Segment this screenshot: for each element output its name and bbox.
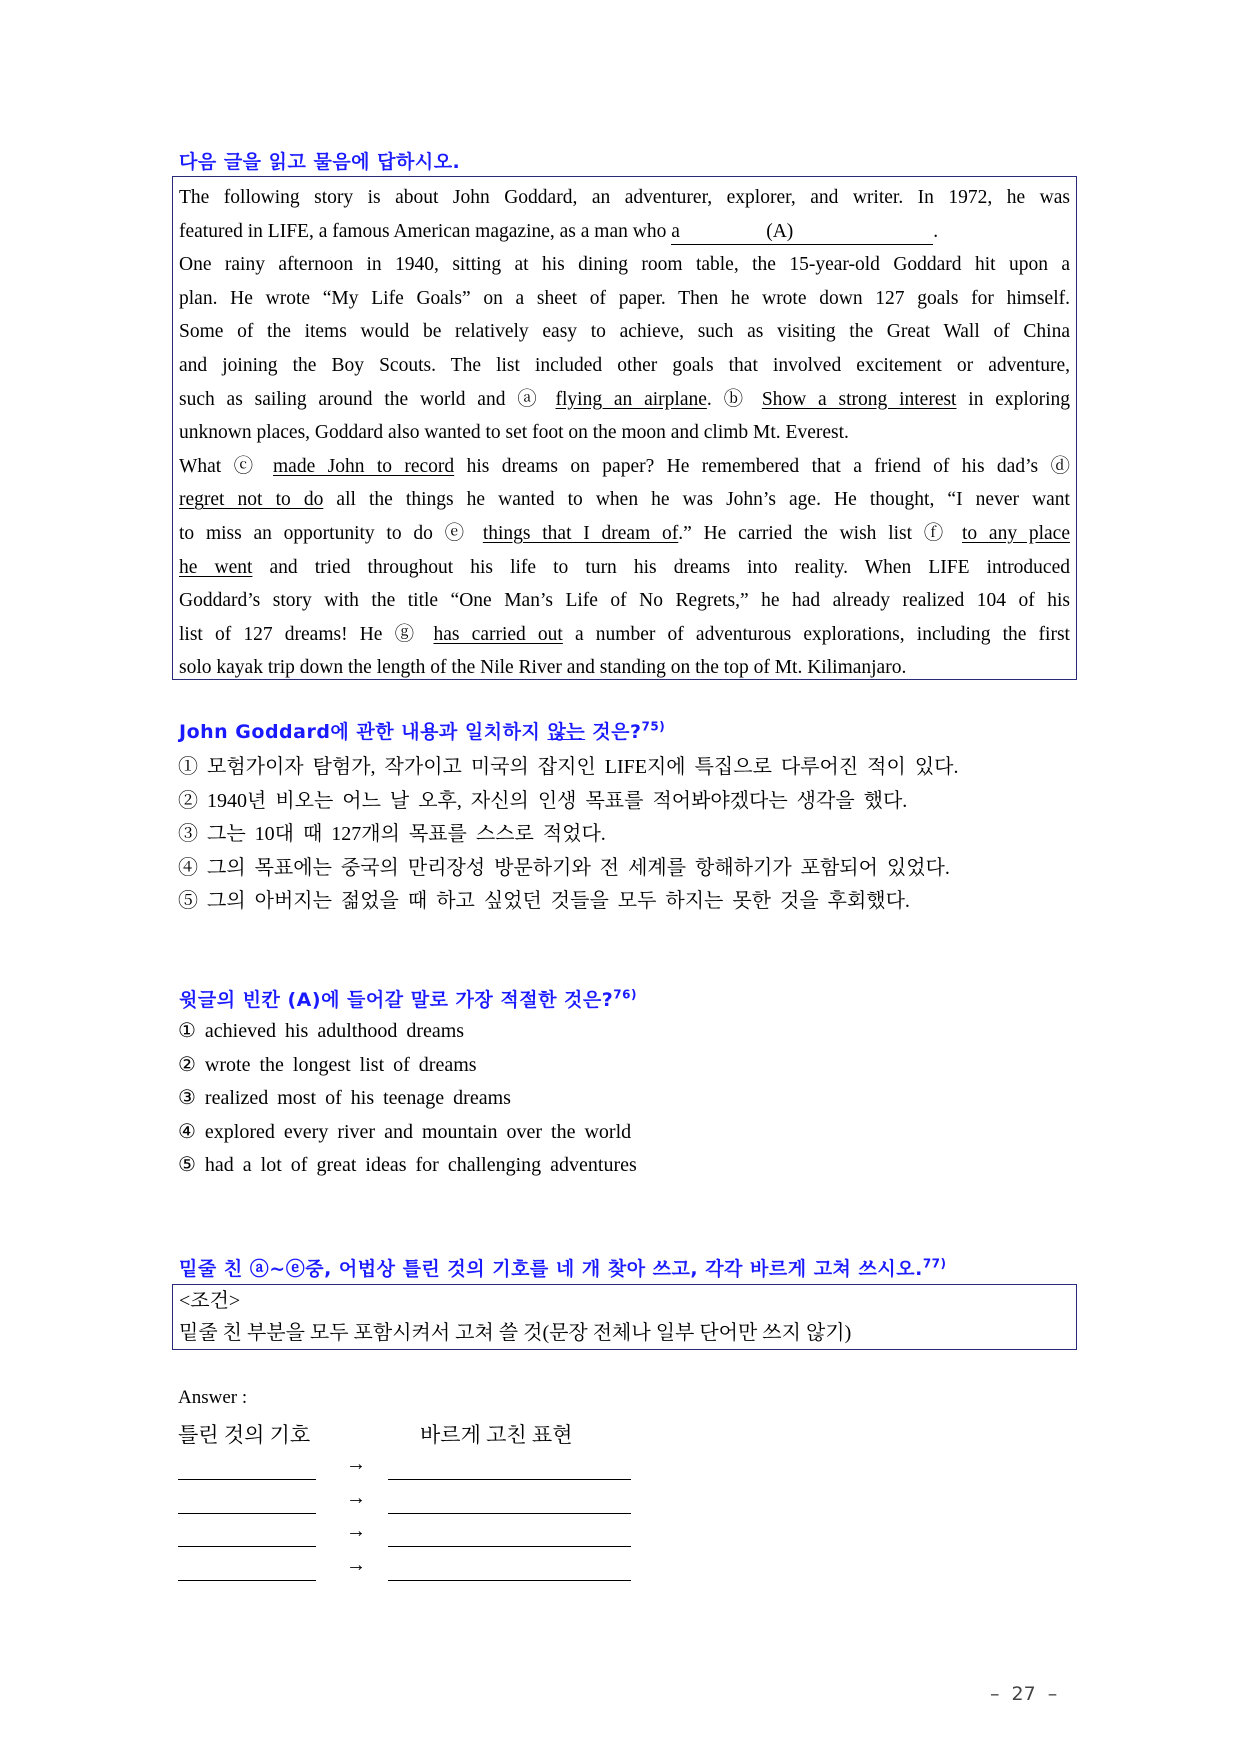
passage-line bbox=[179, 315, 1070, 349]
q77-heading-text: 밑줄 친 ⓐ~ⓔ중, 어법상 틀린 것의 기호를 네 개 찾아 쓰고, 각각 바르게 고쳐 쓰시오. bbox=[179, 1258, 923, 1280]
arrow-icon: → bbox=[346, 1453, 366, 1475]
q75-heading-emphasis: 않는 bbox=[547, 721, 586, 743]
passage-line bbox=[179, 282, 1070, 316]
question-77-heading bbox=[179, 1254, 947, 1281]
q76-option-2: ② wrote the longest list of dreams bbox=[178, 1053, 477, 1076]
passage-line bbox=[179, 248, 1070, 282]
passage-text: The following story is about John Goddard, an adventurer, explorer, and writer. In 1972, he was bbox=[179, 187, 1070, 208]
blank-prefix: a bbox=[671, 220, 680, 242]
blank-label: (A) bbox=[766, 220, 794, 242]
passage-line bbox=[179, 584, 1070, 618]
section-heading: 다음 글을 읽고 물음에 답하시오. bbox=[179, 151, 461, 173]
answer-label: Answer : bbox=[178, 1387, 248, 1408]
q75-option-5: ⑤ 그의 아버지는 젊었을 때 하고 싶었던 것들을 모두 하지는 못한 것을 후회했다. bbox=[178, 890, 910, 913]
underlined-phrase: made John to record bbox=[273, 455, 455, 477]
q75-heading-text-end: 것은? bbox=[585, 721, 642, 743]
q75-heading-text: John Goddard에 관한 내용과 일치하지 bbox=[179, 721, 548, 743]
q75-option-1: ① 모험가이자 탐험가, 작가이고 미국의 잡지인 LIFE지에 특집으로 다루어진 적이 있다. bbox=[178, 756, 959, 778]
underlined-phrase: things that I dream of bbox=[482, 522, 679, 544]
passage-text: What ⓒ bbox=[179, 455, 273, 477]
condition-title: <조건> bbox=[179, 1290, 241, 1312]
passage-text: solo kayak trip down the length of the Nile River and standing on the top of Mt. Kilimanjaro. bbox=[179, 657, 907, 679]
passage-text: his dreams on paper? He remembered that a friend of his dad’s ⓓ bbox=[454, 455, 1070, 477]
underlined-phrase: Show a strong interest bbox=[761, 388, 957, 410]
corrected-expression-answer-line[interactable] bbox=[388, 1513, 631, 1514]
passage-line bbox=[179, 349, 1070, 383]
condition-text: 밑줄 친 부분을 모두 포함시켜서 고쳐 쓸 것(문장 전체나 일부 단어만 쓰지 않기) bbox=[179, 1322, 852, 1344]
q76-option-1: ① achieved his adulthood dreams bbox=[178, 1020, 465, 1042]
passage-line bbox=[179, 618, 1070, 652]
wrong-symbol-answer-line[interactable] bbox=[178, 1513, 316, 1514]
passage-text: and tried throughout his life to turn his dreams into reality. When LIFE introduced bbox=[252, 556, 1070, 578]
passage-text: such as sailing around the world and ⓐ bbox=[179, 388, 556, 410]
passage-text: . bbox=[933, 220, 939, 242]
passage-text: Some of the items would be relatively easy to achieve, such as visiting the Great Wall of China bbox=[179, 321, 1070, 343]
column-corrected-expression: 바르게 고친 표현 bbox=[420, 1423, 573, 1447]
passage-line bbox=[179, 416, 1070, 450]
q76-heading-text: 윗글의 빈칸 (A)에 들어갈 말로 가장 적절한 것은? bbox=[179, 989, 614, 1011]
passage-line bbox=[179, 551, 1070, 585]
passage-text: list of 127 dreams! He ⓖ bbox=[179, 623, 434, 645]
passage-text: Goddard’s story with the title “One Man’s Life of No Regrets,” he had already realized 104 of his bbox=[179, 590, 1070, 612]
question-76-heading bbox=[179, 985, 637, 1012]
wrong-symbol-answer-line[interactable] bbox=[178, 1546, 316, 1547]
q76-option-3: ③ realized most of his teenage dreams bbox=[178, 1087, 511, 1110]
passage-line bbox=[179, 181, 1070, 215]
q75-footnote: 75) bbox=[641, 719, 666, 734]
arrow-icon: → bbox=[346, 1553, 366, 1576]
underlined-phrase: to any place bbox=[961, 522, 1070, 544]
passage-text: unknown places, Goddard also wanted to set foot on the moon and climb Mt. Everest. bbox=[179, 422, 849, 444]
blank-A bbox=[671, 220, 933, 245]
passage-text: featured in LIFE, a famous American magazine, as a man who bbox=[179, 220, 672, 242]
q76-option-5: ⑤ had a lot of great ideas for challenging adventures bbox=[178, 1154, 637, 1177]
q75-option-2: ② 1940년 비오는 어느 날 오후, 자신의 인생 목표를 적어봐야겠다는 생각을 했다. bbox=[178, 789, 908, 812]
q76-footnote: 76) bbox=[613, 987, 637, 1002]
passage-text: to miss an opportunity to do ⓔ bbox=[179, 522, 483, 544]
corrected-expression-answer-line[interactable] bbox=[388, 1580, 631, 1581]
passage-line bbox=[179, 651, 1070, 685]
passage-text: in exploring bbox=[956, 388, 1070, 410]
underlined-phrase: he went bbox=[179, 556, 253, 578]
passage-line bbox=[179, 215, 1070, 249]
q75-option-4: ④ 그의 목표에는 중국의 만리장성 방문하기와 전 세계를 항해하기가 포함되어 있었다. bbox=[178, 856, 950, 879]
passage-text: One rainy afternoon in 1940, sitting at his dining room table, the 15-year-old Goddard hit upon a bbox=[179, 254, 1070, 276]
q77-footnote: 77) bbox=[922, 1256, 947, 1271]
passage-line bbox=[179, 517, 1070, 551]
page-number: – 27 – bbox=[990, 1683, 1058, 1705]
passage-box bbox=[172, 176, 1077, 680]
passage-text: a number of adventurous explorations, including the first bbox=[562, 623, 1070, 645]
passage-text: all the things he wanted to when he was John’s age. He thought, “I never want bbox=[323, 489, 1070, 511]
arrow-icon: → bbox=[346, 1486, 366, 1509]
column-wrong-symbol: 틀린 것의 기호 bbox=[178, 1423, 311, 1447]
corrected-expression-answer-line[interactable] bbox=[388, 1479, 631, 1480]
arrow-icon: → bbox=[346, 1520, 366, 1543]
question-75-heading bbox=[179, 717, 665, 744]
q75-option-3: ③ 그는 10대 때 127개의 목표를 스스로 적었다. bbox=[178, 823, 606, 846]
condition-box bbox=[172, 1284, 1077, 1350]
passage-text: .” He carried the wish list ⓕ bbox=[678, 522, 962, 544]
passage-text: and joining the Boy Scouts. The list included other goals that involved excitement or adventure, bbox=[179, 354, 1070, 376]
corrected-expression-answer-line[interactable] bbox=[388, 1546, 631, 1547]
underlined-phrase: has carried out bbox=[433, 623, 563, 645]
passage-line bbox=[179, 450, 1070, 484]
q76-option-4: ④ explored every river and mountain over the world bbox=[178, 1120, 632, 1143]
passage-line bbox=[179, 383, 1070, 417]
underlined-phrase: flying an airplane bbox=[555, 388, 707, 410]
wrong-symbol-answer-line[interactable] bbox=[178, 1580, 316, 1581]
passage-text: . ⓑ bbox=[706, 388, 762, 410]
passage-text: plan. He wrote “My Life Goals” on a sheet of paper. Then he wrote down 127 goals for himself. bbox=[179, 287, 1070, 309]
passage-line bbox=[179, 483, 1070, 517]
wrong-symbol-answer-line[interactable] bbox=[178, 1479, 316, 1480]
underlined-phrase: regret not to do bbox=[179, 489, 324, 511]
